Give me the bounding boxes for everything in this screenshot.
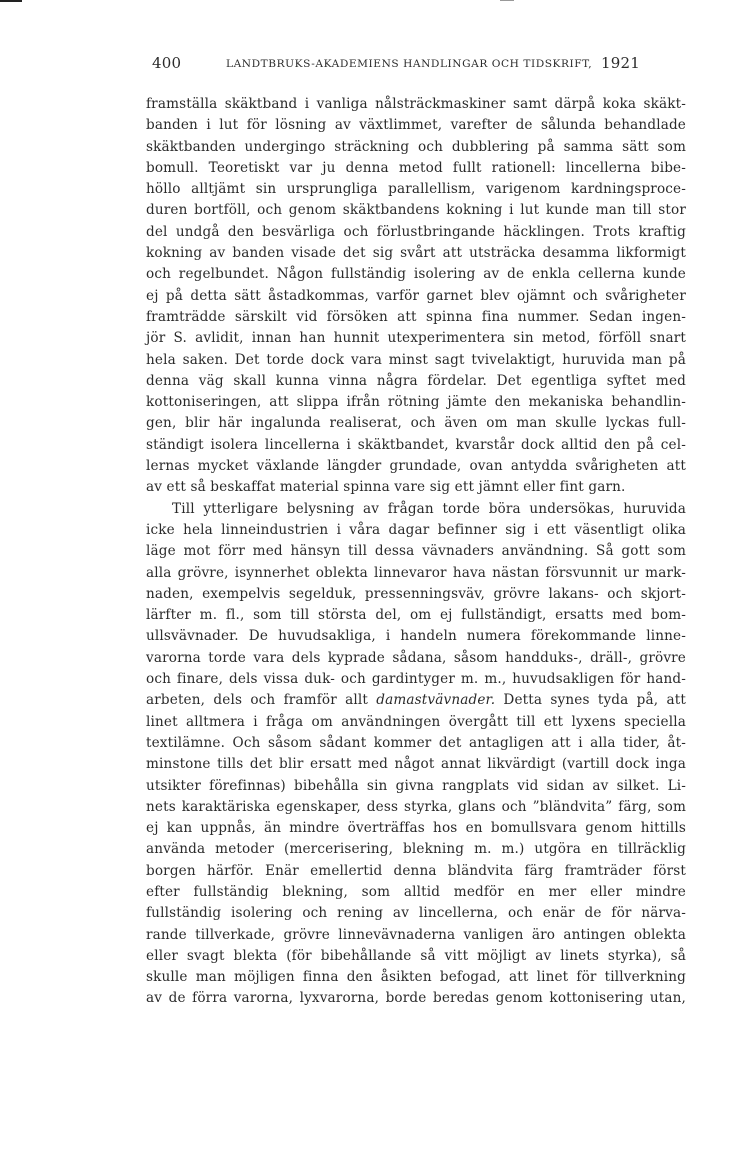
text-line: bomull. Teoretiskt var ju denna metod fullt rationell: lincellerna bibe- bbox=[146, 159, 686, 176]
text-line: höllo alltjämt sin ursprungliga parallellism, varigenom kardningsproce- bbox=[146, 181, 686, 198]
text-line: linet alltmera i fråga om användningen övergått till ett lyxens speciella bbox=[146, 713, 686, 730]
text-line: kottoniseringen, att slippa ifrån rötning jämte den mekaniska behandlin- bbox=[146, 394, 686, 411]
emphasis-italic-word: damastvävnader. bbox=[376, 692, 496, 709]
text-line: av ett så beskaffat material spinna vare sig ett jämnt eller fint garn. bbox=[146, 479, 626, 496]
text-line: efter fullständig blekning, som alltid medför en mer eller mindre bbox=[146, 883, 686, 900]
text-line: alla grövre, isynnerhet oblekta linnevaror hava nästan försvunnit ur mark- bbox=[146, 564, 686, 581]
emphasis-after: Detta synes tyda på, att bbox=[495, 692, 686, 709]
text-line: naden, exempelvis segelduk, pressenningsväv, grövre lakans- och skjort- bbox=[146, 585, 686, 602]
text-line: del undgå den besvärliga och förlustbringande häcklingen. Trots kraftig bbox=[146, 223, 686, 240]
scan-edge-mark bbox=[0, 0, 22, 2]
running-head: LANDTBRUKS-AKADEMIENS HANDLINGAR OCH TIDSKRIFT, bbox=[226, 58, 593, 70]
text-line: icke hela linneindustrien i våra dagar befinner sig i ett väsentligt olika bbox=[146, 521, 686, 538]
text-line: fullständig isolering och rening av lincellerna, och enär de för närva- bbox=[146, 905, 686, 922]
text-line: använda metoder (mercerisering, blekning m. m.) utgöra en tillräcklig bbox=[146, 841, 686, 858]
text-line: denna väg skall kunna vinna några fördelar. Det egentliga syftet med bbox=[146, 372, 686, 389]
text-line: skäktbanden undergingo sträckning och dubblering på samma sätt som bbox=[146, 138, 686, 155]
body-text bbox=[146, 94, 686, 1010]
emphasis-before: arbeten, dels och framför allt bbox=[146, 692, 377, 709]
text-line: banden i lut för lösning av växtlimmet, varefter de sålunda behandlade bbox=[146, 117, 686, 134]
text-line: ullsvävnader. De huvudsakliga, i handeln numera förekommande linne- bbox=[146, 628, 686, 645]
text-line: rande tillverkade, grövre linnevävnaderna vanligen äro antingen oblekta bbox=[146, 926, 686, 943]
page-header bbox=[152, 50, 672, 80]
text-line: borgen härför. Enär emellertid denna bländvita färg framträder först bbox=[146, 862, 686, 879]
text-line: duren bortföll, och genom skäktbandens kokning i lut kunde man till stor bbox=[146, 202, 686, 219]
text-line: nets karaktäriska egenskaper, dess styrka, glans och ”bländvita” färg, som bbox=[146, 798, 686, 815]
text-line: textilämne. Och såsom sådant kommer det antagligen att i alla tider, åt- bbox=[146, 734, 686, 751]
text-line: ej på detta sätt åstadkommas, varför garnet blev ojämnt och svårigheter bbox=[146, 287, 686, 304]
text-line: läge mot förr med hänsyn till dessa vävnaders användning. Så gott som bbox=[146, 543, 686, 560]
text-line: och regelbundet. Någon fullständig isolering av de enkla cellerna kunde bbox=[146, 266, 686, 283]
text-line: av de förra varorna, lyxvarorna, borde beredas genom kottonisering utan, bbox=[146, 990, 686, 1007]
running-head-year: 1921 bbox=[601, 54, 640, 72]
text-line: jör S. avlidit, innan han hunnit utexperimentera sin metod, förföll snart bbox=[146, 330, 686, 347]
text-line: lernas mycket växlande längder grundade, ovan antydda svårigheten att bbox=[146, 458, 686, 475]
text-line: utsikter förefinnas) bibehålla sin givna rangplats vid sidan av silket. Li- bbox=[146, 777, 686, 794]
paragraph-start-line: Till ytterligare belysning av frågan torde böra undersökas, huruvida bbox=[172, 500, 686, 517]
text-line: gen, blir här ingalunda realiserat, och även om man skulle lyckas full- bbox=[146, 415, 686, 432]
text-line: ej kan uppnås, än mindre överträffas hos en bomullsvara genom hittills bbox=[146, 820, 686, 837]
text-line-with-emphasis bbox=[146, 690, 686, 711]
text-line: skulle man möjligen finna den åsikten befogad, att linet för tillverkning bbox=[146, 969, 686, 986]
scan-top-mark bbox=[500, 0, 514, 1]
text-line: varorna torde vara dels kyprade sådana, såsom handduks-, dräll-, grövre bbox=[146, 649, 686, 666]
text-line: minstone tills det blir ersatt med något annat likvärdigt (vartill dock inga bbox=[146, 756, 686, 773]
text-line: ständigt isolera lincellerna i skäktbandet, kvarstår dock alltid den på cel- bbox=[146, 436, 686, 453]
text-line: eller svagt blekta (för bibehållande så vitt möjligt av linets styrka), så bbox=[146, 947, 686, 964]
page-number: 400 bbox=[152, 54, 182, 72]
text-line: kokning av banden visade det sig svårt att utsträcka desamma likformigt bbox=[146, 245, 686, 262]
text-line: framställa skäktband i vanliga nålsträckmaskiner samt därpå koka skäkt- bbox=[146, 96, 686, 112]
text-line: framträdde särskilt vid försöken att spinna fina nummer. Sedan ingen- bbox=[146, 308, 686, 325]
text-line: och finare, dels vissa duk- och gardintyger m. m., huvudsakligen för hand- bbox=[146, 671, 686, 688]
text-line: hela saken. Det torde dock vara minst sagt tvivelaktigt, huruvida man på bbox=[146, 351, 686, 368]
text-line: lärfter m. fl., som till största del, om ej fullständigt, ersatts med bom- bbox=[146, 607, 686, 624]
